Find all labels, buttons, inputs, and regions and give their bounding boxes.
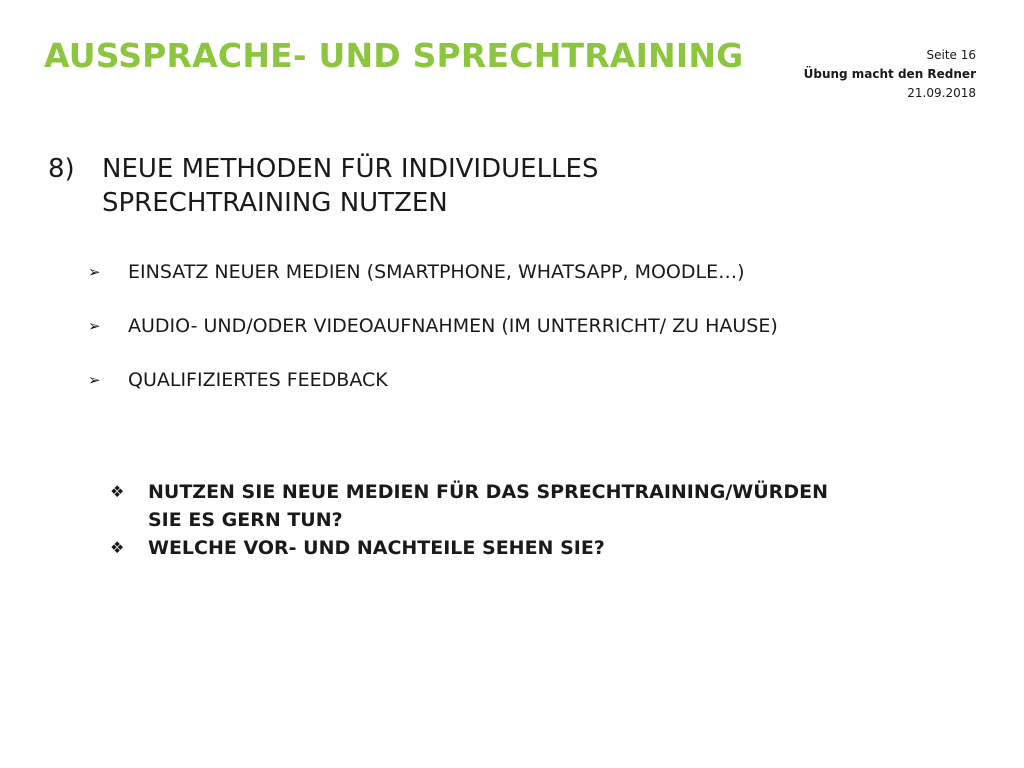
question-text: NUTZEN SIE NEUE MEDIEN FÜR DAS SPRECHTRAINING/WÜRDEN SIE ES GERN TUN? <box>148 481 828 531</box>
presentation-subject: Übung macht den Redner <box>803 67 976 81</box>
list-item <box>88 366 888 394</box>
four-diamond-icon: ❖ <box>110 482 125 501</box>
bullet-text: QUALIFIZIERTES FEEDBACK <box>128 369 388 391</box>
slide-title: AUSSPRACHE- UND SPRECHTRAINING <box>44 36 744 75</box>
arrowhead-right-icon: ➢ <box>88 263 101 281</box>
section-heading <box>48 152 808 220</box>
list-item <box>110 534 830 562</box>
bullet-text: AUDIO- UND/ODER VIDEOAUFNAHMEN (IM UNTERRICHT/ ZU HAUSE) <box>128 315 778 337</box>
slide-meta <box>804 46 976 103</box>
bullet-list <box>88 258 888 420</box>
section-number: 8) <box>48 154 75 184</box>
list-item <box>88 312 888 340</box>
list-item <box>110 478 830 534</box>
section-heading-text: NEUE METHODEN FÜR INDIVIDUELLES SPRECHTRAINING NUTZEN <box>102 154 599 218</box>
arrowhead-right-icon: ➢ <box>88 317 101 335</box>
question-list <box>110 478 830 562</box>
page-number: Seite 16 <box>926 48 976 62</box>
question-text: WELCHE VOR- UND NACHTEILE SEHEN SIE? <box>148 537 605 559</box>
bullet-text: EINSATZ NEUER MEDIEN (SMARTPHONE, WHATSAPP, MOODLE…) <box>128 261 745 283</box>
presentation-date: 21.09.2018 <box>907 86 976 100</box>
four-diamond-icon: ❖ <box>110 538 125 557</box>
list-item <box>88 258 888 286</box>
arrowhead-right-icon: ➢ <box>88 371 101 389</box>
